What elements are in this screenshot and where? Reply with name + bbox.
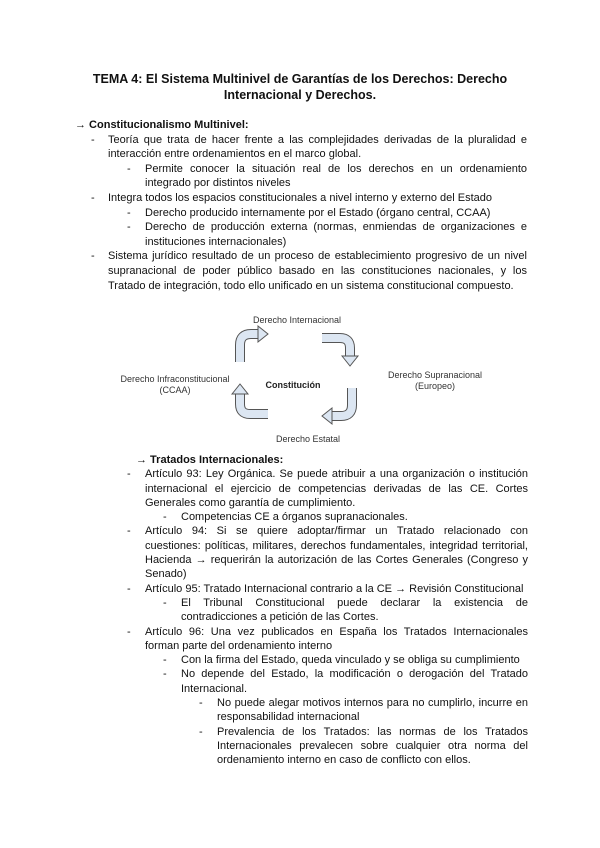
section-heading: → Constitucionalismo Multinivel:	[75, 119, 249, 131]
list-item-text: Prevalencia de los Tratados: las normas de los Tratados Internacionales prevalecen sobre cualquier otra norma del ordenamiento interno en caso de conflicto con ellos.	[217, 725, 528, 767]
dash-bullet: -	[91, 250, 95, 263]
list-item-text: Permite conocer la situación real de los derechos en un ordenamiento integrado por distintos niveles	[145, 162, 527, 190]
list-item-text: No depende del Estado, la modificación o derogación del Tratado Internacional.	[181, 668, 528, 695]
dash-bullet: -	[163, 511, 167, 524]
list-item-text: Derecho producido internamente por el Estado (órgano central, CCAA)	[145, 206, 491, 219]
list-item-level-1	[127, 625, 528, 654]
list-item-level-2	[136, 596, 528, 625]
dash-bullet: -	[163, 668, 167, 681]
list-item-level-1	[127, 582, 528, 596]
dash-bullet: -	[199, 725, 203, 738]
list-item-text: Derecho de producción externa (normas, enmiendas de organizaciones e instituciones internacionales)	[145, 221, 527, 248]
dash-bullet: -	[127, 206, 131, 219]
diagram-label-top: Derecho Internacional	[252, 315, 342, 325]
arrow-up-right-icon	[240, 326, 268, 362]
dash-bullet: -	[127, 582, 131, 595]
list-item-level-3	[136, 725, 528, 768]
dash-bullet: -	[127, 625, 131, 638]
dash-bullet: -	[127, 221, 131, 234]
list-item-level-3	[136, 696, 528, 725]
list-item-text: El Tribunal Constitucional puede declarar la existencia de contradicciones a petición de las Cortes.	[181, 596, 528, 624]
dash-bullet: -	[127, 468, 131, 481]
diagram-center-label: Constitución	[265, 380, 321, 390]
list-item-text: Integra todos los espacios constitucionales a nivel interno y externo del Estado	[108, 191, 493, 204]
arrow-right-down-icon	[322, 338, 358, 366]
list-item-text: Teoría que trata de hacer frente a las complejidades derivadas de la pluralidad e interacción entre ordenamientos en el marco global.	[108, 133, 527, 161]
list-item-level-2	[136, 667, 528, 696]
list-item-level-1	[127, 467, 528, 510]
list-item-text: Artículo 94: Si se quiere adoptar/firmar un Tratado relacionado con cuestiones: políticas, militares, derechos fundamentales, integridad territorial, Hacienda → requerirán la autorización de las Cortes Generales (Congreso y Senado)	[145, 525, 528, 581]
list-item-level-1	[127, 524, 528, 581]
dash-bullet: -	[91, 133, 95, 146]
dash-bullet: -	[127, 525, 131, 538]
list-item-level-2	[136, 510, 528, 524]
list-item-text: Artículo 95: Tratado Internacional contrario a la CE → Revisión Constitucional	[145, 582, 524, 595]
diagram-label-right-2: (Europeo)	[414, 381, 456, 391]
diagram-label-left-1: Derecho Infraconstitucional	[120, 374, 230, 384]
dash-bullet: -	[127, 162, 131, 175]
section-tratados-internacionales	[127, 453, 528, 768]
diagram-label-bottom: Derecho Estatal	[275, 434, 341, 444]
document-title: TEMA 4: El Sistema Multinivel de Garantías de los Derechos: Derecho Internacional y Derechos.	[92, 72, 508, 102]
list-item-text: No puede alegar motivos internos para no cumplirlo, incurre en responsabilidad internacional	[217, 697, 528, 724]
dash-bullet: -	[163, 596, 167, 609]
section-heading: → Tratados Internacionales:	[136, 454, 284, 466]
list-item-text: Con la firma del Estado, queda vinculado y se obliga su cumplimiento	[181, 654, 520, 667]
diagram-label-left-2: (CCAA)	[159, 385, 191, 395]
diagram-label-right-1: Derecho Supranacional	[387, 370, 483, 380]
dash-bullet: -	[163, 654, 167, 667]
list-item-text: Artículo 93: Ley Orgánica. Se puede atribuir a una organización o institución internacional el ejercicio de competencias derivadas de las CE. Cortes Generales como garantía de cumplimiento.	[145, 468, 528, 509]
dash-bullet: -	[199, 697, 203, 710]
dash-bullet: -	[91, 191, 95, 204]
list-item-level-2	[136, 653, 528, 667]
list-item-text: Competencias CE a órganos supranacionales.	[181, 511, 408, 524]
arrow-left-up-icon	[232, 384, 268, 414]
list-item-text: Artículo 96: Una vez publicados en España los Tratados Internacionales forman parte del ordenamiento interno	[145, 625, 528, 652]
arrow-down-left-icon	[322, 388, 352, 424]
list-item-text: Sistema jurídico resultado de un proceso de establecimiento progresivo de un nivel supranacional de poder público basado en las constituciones nacionales, y los Tratado de integración, todo ello unificado en un sistema constitucional compuesto.	[108, 250, 527, 292]
